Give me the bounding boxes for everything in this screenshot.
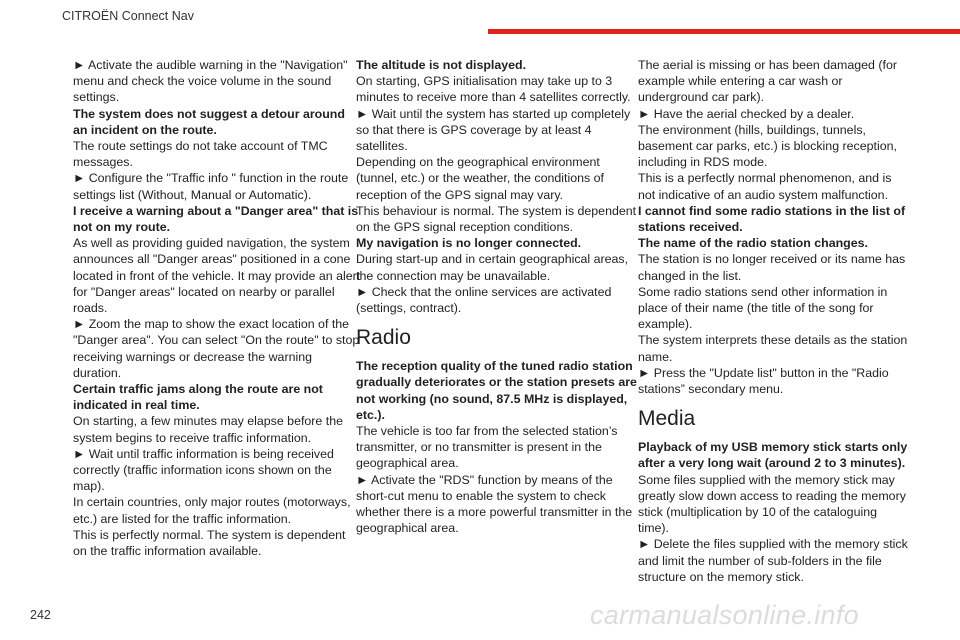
paragraph: Some files supplied with the memory stick may greatly slow down access to reading the memory stick (multiplication by 10 of the cataloguing time). [638,472,906,536]
paragraph: In certain countries, only major routes (motorways, etc.) are listed for the traffic information. [73,495,351,526]
paragraph: ► Zoom the map to show the exact location of the "Danger area". You can select "On the route" to stop receiving warnings or decrease the warning duration. [73,317,360,380]
page-number: 242 [30,608,51,622]
paragraph: The route settings do not take account of TMC messages. [73,139,328,170]
paragraph: Depending on the geographical environment (tunnel, etc.) or the weather, the conditions of reception of the GPS signal may vary. [356,155,604,202]
paragraph: ► Configure the "Traffic info " function in the route settings list (Without, Manual or Automatic). [73,171,349,202]
header-title: CITROËN Connect Nav [62,9,194,23]
question-text: The system does not suggest a detour around an incident on the route. [73,106,345,137]
section-heading: Radio [356,326,411,350]
paragraph: On starting, a few minutes may elapse before the system begins to receive traffic information. [73,414,343,445]
paragraph: ► Wait until the system has started up completely so that there is GPS coverage by at least 4 satellites. [356,106,631,154]
paragraph: On starting, GPS initialisation may take up to 3 minutes to receive more than 4 satellites correctly. [356,74,631,105]
paragraph: The aerial is missing or has been damaged (for example while entering a car wash or underground car park). [638,58,897,105]
paragraph: The environment (hills, buildings, tunnels, basement car parks, etc.) is blocking reception, including in RDS mode. [638,122,897,170]
watermark: carmanualsonline.info [590,600,859,630]
paragraph: The system interprets these details as the station name. [638,333,908,364]
paragraph: ► Activate the "RDS" function by means of the short-cut menu to enable the system to check whether there is a more powerful transmitter in the geographical area. [356,472,633,536]
paragraph: The vehicle is too far from the selected station’s transmitter, or no transmitter is present in the geographical area. [356,424,618,471]
paragraph: ► Delete the files supplied with the memory stick and limit the number of sub-folders in the file structure on the memory stick. [638,537,908,584]
paragraph: ► Have the aerial checked by a dealer. [638,106,855,121]
question-text: Certain traffic jams along the route are not indicated in real time. [73,382,323,413]
section-heading: Media [638,407,696,431]
question-text: My navigation is no longer connected. [356,236,582,251]
paragraph: This behaviour is normal. The system is dependent on the GPS signal reception conditions. [356,203,637,235]
question-text: The reception quality of the tuned radio station gradually deteriorates or the station presets are not working (no sound, 87.5 MHz is displayed, etc.). [356,359,637,422]
header-accent-bar [488,29,960,34]
paragraph: ► Press the "Update list" button in the "Radio stations” secondary menu. [638,365,889,397]
question-text: I cannot find some radio stations in the list of stations received. [638,203,906,235]
column-2 [356,57,644,536]
paragraph: Some radio stations send other information in place of their name (the title of the song for example). [638,284,888,332]
paragraph: During start-up and in certain geographical areas, the connection may be unavailable. [356,252,629,283]
column-1 [73,57,361,559]
paragraph: ► Wait until traffic information is being received correctly (traffic information icons shown on the map). [73,446,334,494]
paragraph: ► Check that the online services are activated (settings, contract). [356,284,612,316]
paragraph: This is perfectly normal. The system is dependent on the traffic information available. [73,527,346,559]
paragraph: ► Activate the audible warning in the "Navigation" menu and check the voice volume in the sound settings. [73,58,348,105]
question-text: I receive a warning about a "Danger area" that is not on my route. [73,203,359,235]
question-text: The name of the radio station changes. [638,236,868,251]
paragraph: The station is no longer received or its name has changed in the list. [638,252,906,283]
paragraph: This is a perfectly normal phenomenon, and is not indicative of an audio system malfunction. [638,171,892,202]
question-text: Playback of my USB memory stick starts only after a very long wait (around 2 to 3 minutes). [638,440,908,471]
column-3 [638,57,908,585]
paragraph: As well as providing guided navigation, the system announces all "Danger areas" positioned in a cone located in front of the vehicle. It may provide an alert for "Danger areas" located on nearby or parallel roads. [73,236,361,316]
question-text: The altitude is not displayed. [356,58,527,72]
